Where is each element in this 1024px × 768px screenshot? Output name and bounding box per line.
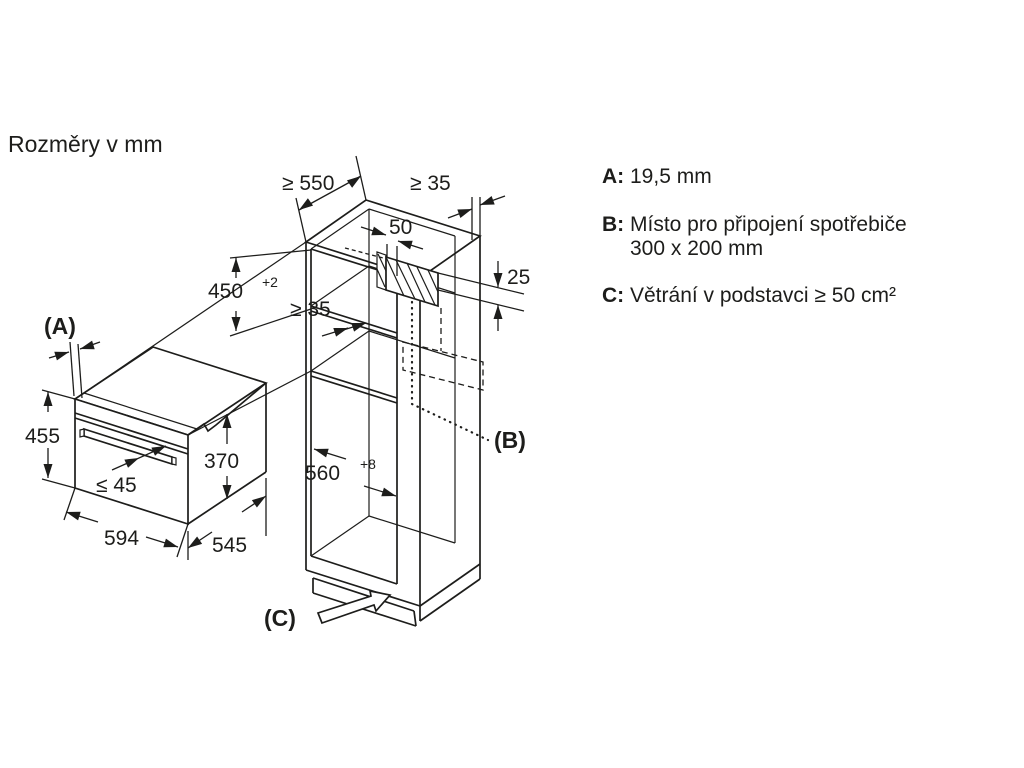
dim-niche-height-label: 450 [208,280,244,303]
page-title: Rozměry v mm [8,131,163,157]
legend [602,165,907,307]
dim-wall-gap-label: ≥ 35 [410,172,451,195]
connection-area-hidden-outline [403,308,483,390]
dim-oven-depth-label: 545 [212,534,248,557]
dim-conn-drop-label: 25 [507,266,531,289]
label-connection-b: (B) [494,427,526,453]
legend-b-text-line1: Místo pro připojení spotřebiče [630,213,907,236]
dim-niche-width-label: 560 [305,462,341,485]
dim-niche-width [305,445,397,501]
cabinet-drawing [306,200,524,626]
legend-a-text: 19,5 mm [630,165,712,188]
label-front-a: (A) [44,313,76,339]
dim-oven-height-label: 455 [25,425,61,448]
dim-niche-height-sup: +2 [262,274,278,290]
dim-rear-gap-label: ≥ 35 [290,298,331,321]
dim-oven-height [25,390,75,488]
dim-wall-gap [410,172,505,240]
connection-leader-dotted [412,302,488,440]
vent-arrow-icon [318,591,390,623]
label-vent-c: (C) [264,605,296,631]
dim-conn-offset-label: 50 [389,216,413,239]
dim-conn-drop [494,261,531,331]
dim-niche-width-sup: +8 [360,456,376,472]
dim-rear-gap [290,298,367,337]
legend-b-key: B: [602,213,625,236]
dim-niche-height [208,250,311,336]
dim-oven-width-label: 594 [104,527,140,550]
dim-front-frame [44,313,100,398]
ref-line-25-bottom [438,290,524,311]
legend-b-text-line2: 300 x 200 mm [630,237,764,260]
dim-oven-rear-height [204,414,239,499]
dim-handle-depth-label: ≤ 45 [96,474,137,497]
legend-c-text: Větrání v podstavci ≥ 50 cm² [630,284,896,307]
legend-c-key: C: [602,284,625,307]
oven-drawing [75,347,266,524]
dim-oven-rear-height-label: 370 [204,450,240,473]
legend-a-key: A: [602,165,625,188]
dim-top-depth-label: ≥ 550 [282,172,335,195]
connection-area-hatch [377,252,438,306]
